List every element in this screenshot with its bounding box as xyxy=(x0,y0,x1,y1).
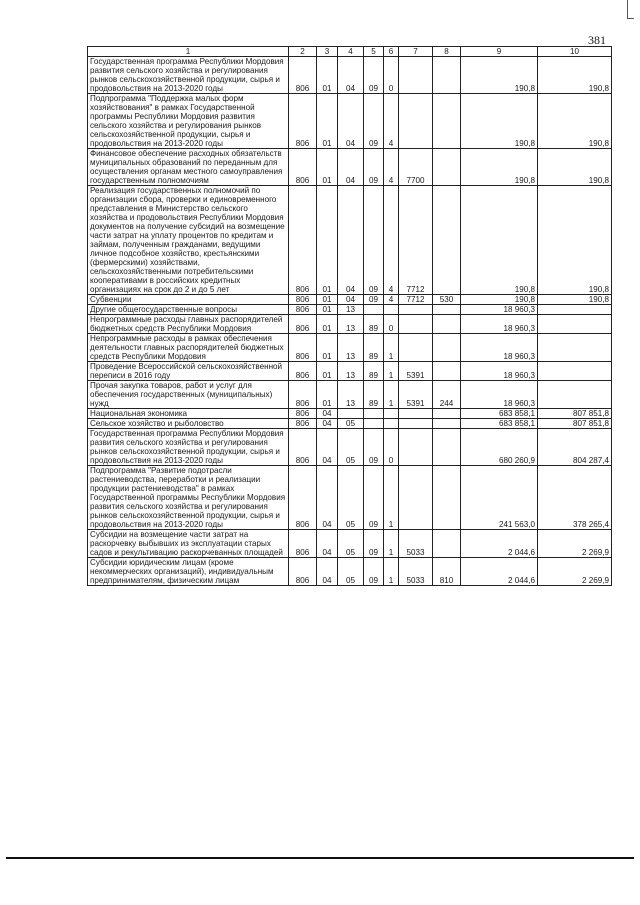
item-name: Субсидии юридическим лицам (кроме некоммерческих организаций), индивидуальным предпринимателям, физическим лицам xyxy=(88,558,289,586)
ved-code: 806 xyxy=(289,295,317,305)
vr-code xyxy=(433,334,461,362)
amount-2017: 190,8 xyxy=(461,149,538,186)
table-row xyxy=(88,381,612,409)
item-name: Финансовое обеспечение расходных обязательств муниципальных образований по переданным для осуществления органам местного самоуправления государственным полномочиям xyxy=(88,149,289,186)
ved-code: 806 xyxy=(289,94,317,149)
amount-2018: 2 269,9 xyxy=(538,530,612,558)
table-row xyxy=(88,186,612,295)
ved-code: 806 xyxy=(289,149,317,186)
ved-code: 806 xyxy=(289,334,317,362)
col-header: 1 xyxy=(88,47,289,57)
vr-code xyxy=(433,57,461,94)
rz-code: 01 xyxy=(317,94,338,149)
item-name: Государственная программа Республики Мордовия развития сельского хозяйства и регулирования рынков сельскохозяйственной продукции, сырья и продовольствия на 2013-2020 годы xyxy=(88,429,289,466)
amount-2018 xyxy=(538,334,612,362)
csr-sub: 0 xyxy=(384,315,399,334)
table-row xyxy=(88,315,612,334)
table-row xyxy=(88,94,612,149)
csr-direction: 7712 xyxy=(399,186,433,295)
col-header: 4 xyxy=(338,47,364,57)
rz-code: 01 xyxy=(317,305,338,315)
col-header: 6 xyxy=(384,47,399,57)
amount-2017: 18 960,3 xyxy=(461,334,538,362)
csr-sub: 1 xyxy=(384,466,399,530)
ved-code: 806 xyxy=(289,362,317,381)
rz-code: 04 xyxy=(317,558,338,586)
csr-direction xyxy=(399,409,433,419)
pr-code: 05 xyxy=(338,419,364,429)
csr-direction xyxy=(399,429,433,466)
pr-code: 05 xyxy=(338,429,364,466)
amount-2018: 378 265,4 xyxy=(538,466,612,530)
amount-2017: 2 044,6 xyxy=(461,558,538,586)
rz-code: 04 xyxy=(317,419,338,429)
csr-program xyxy=(364,305,384,315)
rz-code: 01 xyxy=(317,186,338,295)
table-row xyxy=(88,409,612,419)
rz-code: 04 xyxy=(317,429,338,466)
vr-code xyxy=(433,305,461,315)
csr-direction: 5033 xyxy=(399,530,433,558)
rz-code: 01 xyxy=(317,295,338,305)
csr-program: 09 xyxy=(364,57,384,94)
rz-code: 01 xyxy=(317,149,338,186)
item-name: Национальная экономика xyxy=(88,409,289,419)
csr-direction xyxy=(399,315,433,334)
csr-direction xyxy=(399,305,433,315)
vr-code: 244 xyxy=(433,381,461,409)
amount-2017: 683 858,1 xyxy=(461,409,538,419)
csr-program: 09 xyxy=(364,429,384,466)
csr-program: 89 xyxy=(364,362,384,381)
ved-code: 806 xyxy=(289,57,317,94)
amount-2017: 680 260,9 xyxy=(461,429,538,466)
csr-direction: 7712 xyxy=(399,295,433,305)
csr-direction xyxy=(399,466,433,530)
vr-code xyxy=(433,149,461,186)
csr-direction: 5391 xyxy=(399,381,433,409)
vr-code xyxy=(433,466,461,530)
rz-code: 01 xyxy=(317,315,338,334)
pr-code: 04 xyxy=(338,186,364,295)
table-row xyxy=(88,466,612,530)
vr-code xyxy=(433,530,461,558)
vr-code xyxy=(433,419,461,429)
vr-code xyxy=(433,94,461,149)
csr-program xyxy=(364,409,384,419)
pr-code: 13 xyxy=(338,315,364,334)
amount-2017: 18 960,3 xyxy=(461,381,538,409)
amount-2017: 190,8 xyxy=(461,186,538,295)
csr-sub: 4 xyxy=(384,94,399,149)
amount-2017: 241 563,0 xyxy=(461,466,538,530)
item-name: Непрограммные расходы главных распорядителей бюджетных средств Республики Мордовия xyxy=(88,315,289,334)
amount-2017: 683 858,1 xyxy=(461,419,538,429)
csr-program: 09 xyxy=(364,94,384,149)
csr-direction: 7700 xyxy=(399,149,433,186)
ved-code: 806 xyxy=(289,409,317,419)
table-row xyxy=(88,362,612,381)
table-row xyxy=(88,334,612,362)
table-row xyxy=(88,57,612,94)
csr-direction: 5033 xyxy=(399,558,433,586)
csr-program: 89 xyxy=(364,315,384,334)
ved-code: 806 xyxy=(289,315,317,334)
ved-code: 806 xyxy=(289,466,317,530)
item-name: Подпрограмма "Развитие подотрасли растениеводства, переработки и реализации продукции растениеводства" в рамках Государственной программы Республики Мордовия развития сельского хозяйства и регулирования рынков сельскохозяйственной продукции, сырья и продовольствия на 2013-2020 годы xyxy=(88,466,289,530)
csr-sub: 1 xyxy=(384,362,399,381)
amount-2018: 807 851,8 xyxy=(538,409,612,419)
item-name: Непрограммные расходы в рамках обеспечения деятельности главных распорядителей бюджетных средств Республики Мордовия xyxy=(88,334,289,362)
item-name: Сельское хозяйство и рыболовство xyxy=(88,419,289,429)
csr-sub: 4 xyxy=(384,186,399,295)
col-header: 8 xyxy=(433,47,461,57)
vr-code xyxy=(433,429,461,466)
col-header: 3 xyxy=(317,47,338,57)
amount-2018: 190,8 xyxy=(538,186,612,295)
pr-code: 05 xyxy=(338,558,364,586)
csr-program: 09 xyxy=(364,530,384,558)
table-row xyxy=(88,295,612,305)
csr-sub: 4 xyxy=(384,149,399,186)
amount-2017: 190,8 xyxy=(461,57,538,94)
ved-code: 806 xyxy=(289,305,317,315)
csr-program: 09 xyxy=(364,295,384,305)
pr-code: 04 xyxy=(338,295,364,305)
csr-sub: 4 xyxy=(384,295,399,305)
csr-sub xyxy=(384,419,399,429)
budget-table xyxy=(87,46,612,586)
amount-2018 xyxy=(538,305,612,315)
amount-2017: 190,8 xyxy=(461,295,538,305)
header-row xyxy=(88,47,612,57)
col-header: 5 xyxy=(364,47,384,57)
amount-2018 xyxy=(538,362,612,381)
rz-code: 01 xyxy=(317,362,338,381)
table-row xyxy=(88,419,612,429)
amount-2018: 807 851,8 xyxy=(538,419,612,429)
table-row xyxy=(88,558,612,586)
csr-direction: 5391 xyxy=(399,362,433,381)
pr-code: 13 xyxy=(338,362,364,381)
rz-code: 04 xyxy=(317,409,338,419)
rz-code: 04 xyxy=(317,530,338,558)
csr-program: 89 xyxy=(364,334,384,362)
item-name: Прочая закупка товаров, работ и услуг для обеспечения государственных (муниципальных) нужд xyxy=(88,381,289,409)
ved-code: 806 xyxy=(289,429,317,466)
page-number: 381 xyxy=(588,33,606,47)
pr-code: 13 xyxy=(338,305,364,315)
table-row xyxy=(88,305,612,315)
ved-code: 806 xyxy=(289,186,317,295)
amount-2017: 18 960,3 xyxy=(461,362,538,381)
bottom-divider xyxy=(6,857,634,859)
csr-program xyxy=(364,419,384,429)
pr-code: 04 xyxy=(338,94,364,149)
pr-code: 13 xyxy=(338,334,364,362)
item-name: Государственная программа Республики Мордовия развития сельского хозяйства и регулирования рынков сельскохозяйственной продукции, сырья и продовольствия на 2013-2020 годы xyxy=(88,57,289,94)
amount-2018 xyxy=(538,315,612,334)
csr-sub xyxy=(384,305,399,315)
vr-code: 810 xyxy=(433,558,461,586)
rz-code: 01 xyxy=(317,381,338,409)
pr-code: 05 xyxy=(338,530,364,558)
vr-code xyxy=(433,186,461,295)
csr-sub xyxy=(384,409,399,419)
vr-code xyxy=(433,362,461,381)
page-corner-mark xyxy=(627,0,634,19)
rz-code: 04 xyxy=(317,466,338,530)
col-header: 2 xyxy=(289,47,317,57)
amount-2018: 190,8 xyxy=(538,57,612,94)
csr-program: 09 xyxy=(364,466,384,530)
pr-code: 04 xyxy=(338,149,364,186)
table-row xyxy=(88,530,612,558)
amount-2017: 18 960,3 xyxy=(461,305,538,315)
table-row xyxy=(88,429,612,466)
item-name: Субвенции xyxy=(88,295,289,305)
pr-code: 13 xyxy=(338,381,364,409)
csr-sub: 0 xyxy=(384,57,399,94)
ved-code: 806 xyxy=(289,558,317,586)
item-name: Реализация государственных полномочий по организации сбора, проверки и единовременного представления в Министерство сельского хозяйства и продовольствия Республики Мордовия документов на получение субсидий на возмещение части затрат на уплату процентов по кредитам и займам, полученным гражданами, ведущими личное подсобное хозяйство, крестьянскими (фермерскими) хозяйствами, сельскохозяйственными потребительскими кооперативами в российских кредитных организациях на срок до 2 и до 5 лет xyxy=(88,186,289,295)
amount-2018: 2 269,9 xyxy=(538,558,612,586)
csr-program: 09 xyxy=(364,186,384,295)
amount-2017: 2 044,6 xyxy=(461,530,538,558)
csr-direction xyxy=(399,419,433,429)
amount-2018 xyxy=(538,381,612,409)
csr-program: 89 xyxy=(364,381,384,409)
amount-2018: 804 287,4 xyxy=(538,429,612,466)
col-header: 9 xyxy=(461,47,538,57)
table-row xyxy=(88,149,612,186)
pr-code: 04 xyxy=(338,57,364,94)
vr-code xyxy=(433,315,461,334)
vr-code xyxy=(433,409,461,419)
csr-sub: 0 xyxy=(384,429,399,466)
csr-sub: 1 xyxy=(384,530,399,558)
item-name: Проведение Всероссийской сельскохозяйственной переписи в 2016 году xyxy=(88,362,289,381)
pr-code: 05 xyxy=(338,466,364,530)
amount-2017: 190,8 xyxy=(461,94,538,149)
amount-2017: 18 960,3 xyxy=(461,315,538,334)
amount-2018: 190,8 xyxy=(538,94,612,149)
rz-code: 01 xyxy=(317,57,338,94)
csr-sub: 1 xyxy=(384,381,399,409)
rz-code: 01 xyxy=(317,334,338,362)
item-name: Другие общегосударственные вопросы xyxy=(88,305,289,315)
ved-code: 806 xyxy=(289,381,317,409)
csr-program: 09 xyxy=(364,558,384,586)
csr-direction xyxy=(399,57,433,94)
amount-2018: 190,8 xyxy=(538,149,612,186)
col-header: 10 xyxy=(538,47,612,57)
ved-code: 806 xyxy=(289,530,317,558)
col-header: 7 xyxy=(399,47,433,57)
amount-2018: 190,8 xyxy=(538,295,612,305)
vr-code: 530 xyxy=(433,295,461,305)
item-name: Субсидии на возмещение части затрат на раскорчевку выбывших из эксплуатации старых садов и рекультивацию раскорчеванных площадей xyxy=(88,530,289,558)
csr-program: 09 xyxy=(364,149,384,186)
csr-sub: 1 xyxy=(384,334,399,362)
item-name: Подпрограмма "Поддержка малых форм хозяйствования" в рамках Государственной программы Республики Мордовия развития сельского хозяйства и регулирования рынков сельскохозяйственной продукции, сырья и продовольствия на 2013-2020 годы xyxy=(88,94,289,149)
csr-direction xyxy=(399,334,433,362)
ved-code: 806 xyxy=(289,419,317,429)
csr-sub: 1 xyxy=(384,558,399,586)
pr-code xyxy=(338,409,364,419)
csr-direction xyxy=(399,94,433,149)
